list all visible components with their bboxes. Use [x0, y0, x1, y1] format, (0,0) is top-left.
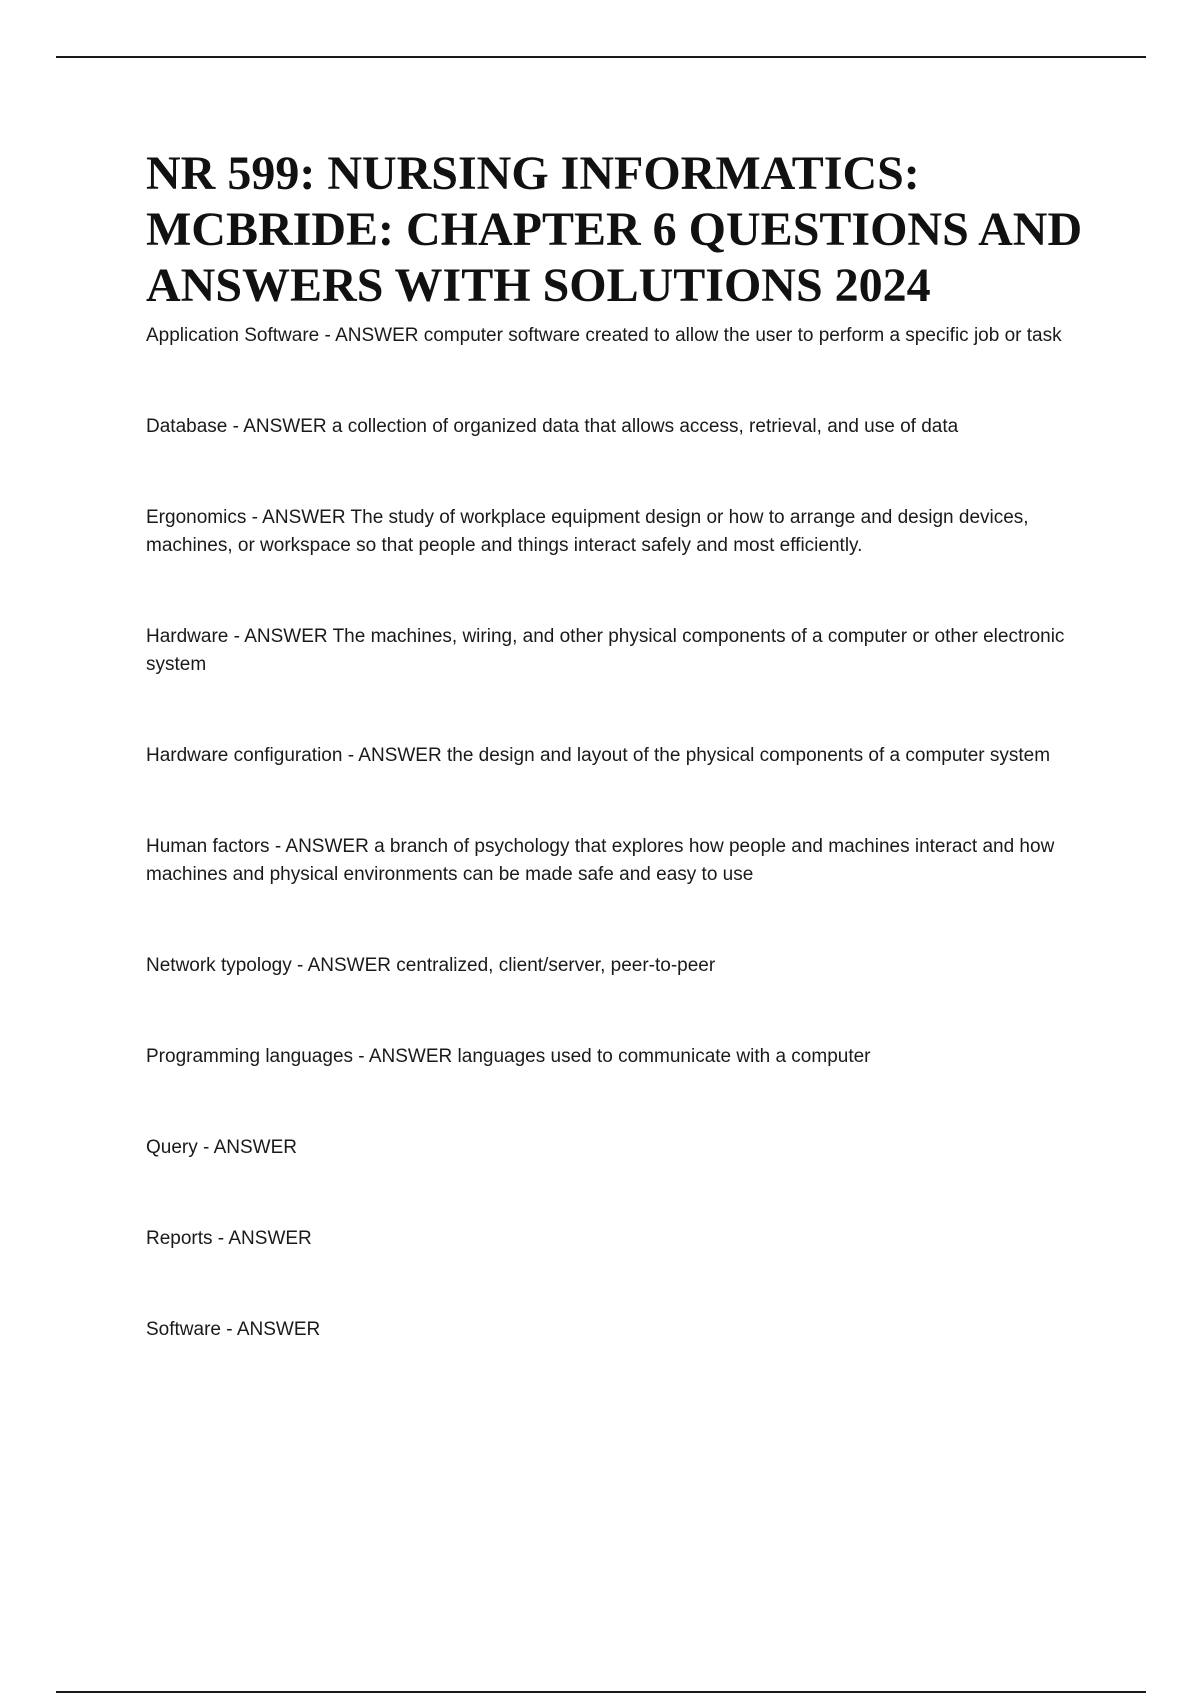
entry-term: Query [146, 1137, 198, 1158]
entry-answer-label: ANSWER [213, 1137, 297, 1158]
glossary-list [146, 322, 1106, 1344]
entry-separator: - [269, 836, 286, 857]
entry-separator: - [197, 1137, 214, 1158]
entry-term: Software [146, 1319, 221, 1340]
glossary-entry [146, 1134, 1106, 1162]
glossary-entry [146, 413, 1106, 441]
entry-answer-label: ANSWER [307, 955, 391, 976]
entry-answer-label: ANSWER [368, 1046, 453, 1067]
top-divider [56, 56, 1146, 58]
glossary-entry [146, 322, 1106, 350]
entry-term: Hardware [146, 626, 229, 647]
glossary-entry [146, 623, 1106, 679]
entry-answer: a branch of psychology that explores how people and machines interact and how machines and physical environments can be made safe and easy to use [146, 836, 1055, 885]
entry-separator: - [291, 955, 308, 976]
entry-term: Application Software [146, 325, 320, 346]
entry-term: Hardware configuration [146, 745, 343, 766]
entry-answer: The machines, wiring, and other physical components of a computer or other electronic system [146, 626, 1065, 675]
document-body [146, 146, 1106, 1407]
entry-answer-label: ANSWER [285, 836, 369, 857]
entry-term: Reports [146, 1228, 213, 1249]
glossary-entry [146, 1225, 1106, 1253]
entry-answer: a collection of organized data that allows access, retrieval, and use of data [331, 416, 959, 437]
entry-separator: - [220, 1319, 237, 1340]
glossary-entry [146, 1316, 1106, 1344]
document-title: NR 599: NURSING INFORMATICS: MCBRIDE: CHAPTER 6 QUESTIONS AND ANSWERS WITH SOLUTIONS 2024 [146, 147, 1083, 312]
entry-separator: - [319, 325, 336, 346]
entry-term: Network typology [146, 955, 292, 976]
entry-answer: computer software created to allow the user to perform a specific job or task [423, 325, 1062, 346]
entry-separator: - [228, 626, 245, 647]
glossary-entry [146, 742, 1106, 770]
entry-answer-label: ANSWER [244, 626, 328, 647]
entry-answer: centralized, client/server, peer-to-peer [396, 955, 716, 976]
glossary-entry [146, 1043, 1106, 1071]
entry-term: Database [146, 416, 228, 437]
entry-term: Ergonomics [146, 507, 247, 528]
glossary-entry [146, 952, 1106, 980]
entry-answer-label: ANSWER [335, 325, 419, 346]
entry-answer: the design and layout of the physical components of a computer system [446, 745, 1051, 766]
entry-answer-label: ANSWER [262, 507, 346, 528]
entry-answer: The study of workplace equipment design or how to arrange and design devices, machines, or workspace so that people and things interact safely and most efficiently. [146, 507, 1029, 556]
glossary-entry [146, 833, 1106, 889]
entry-term: Programming languages [146, 1046, 354, 1067]
entry-answer-label: ANSWER [228, 1228, 312, 1249]
entry-separator: - [227, 416, 244, 437]
entry-answer: languages used to communicate with a computer [457, 1046, 871, 1067]
entry-separator: - [353, 1046, 369, 1067]
glossary-entry [146, 504, 1106, 560]
entry-term: Human factors [146, 836, 270, 857]
entry-separator: - [212, 1228, 229, 1249]
entry-answer-label: ANSWER [358, 745, 442, 766]
entry-answer-label: ANSWER [236, 1319, 321, 1340]
entry-separator: - [342, 745, 359, 766]
bottom-divider [56, 1691, 1146, 1693]
entry-separator: - [246, 507, 263, 528]
entry-answer-label: ANSWER [243, 416, 327, 437]
